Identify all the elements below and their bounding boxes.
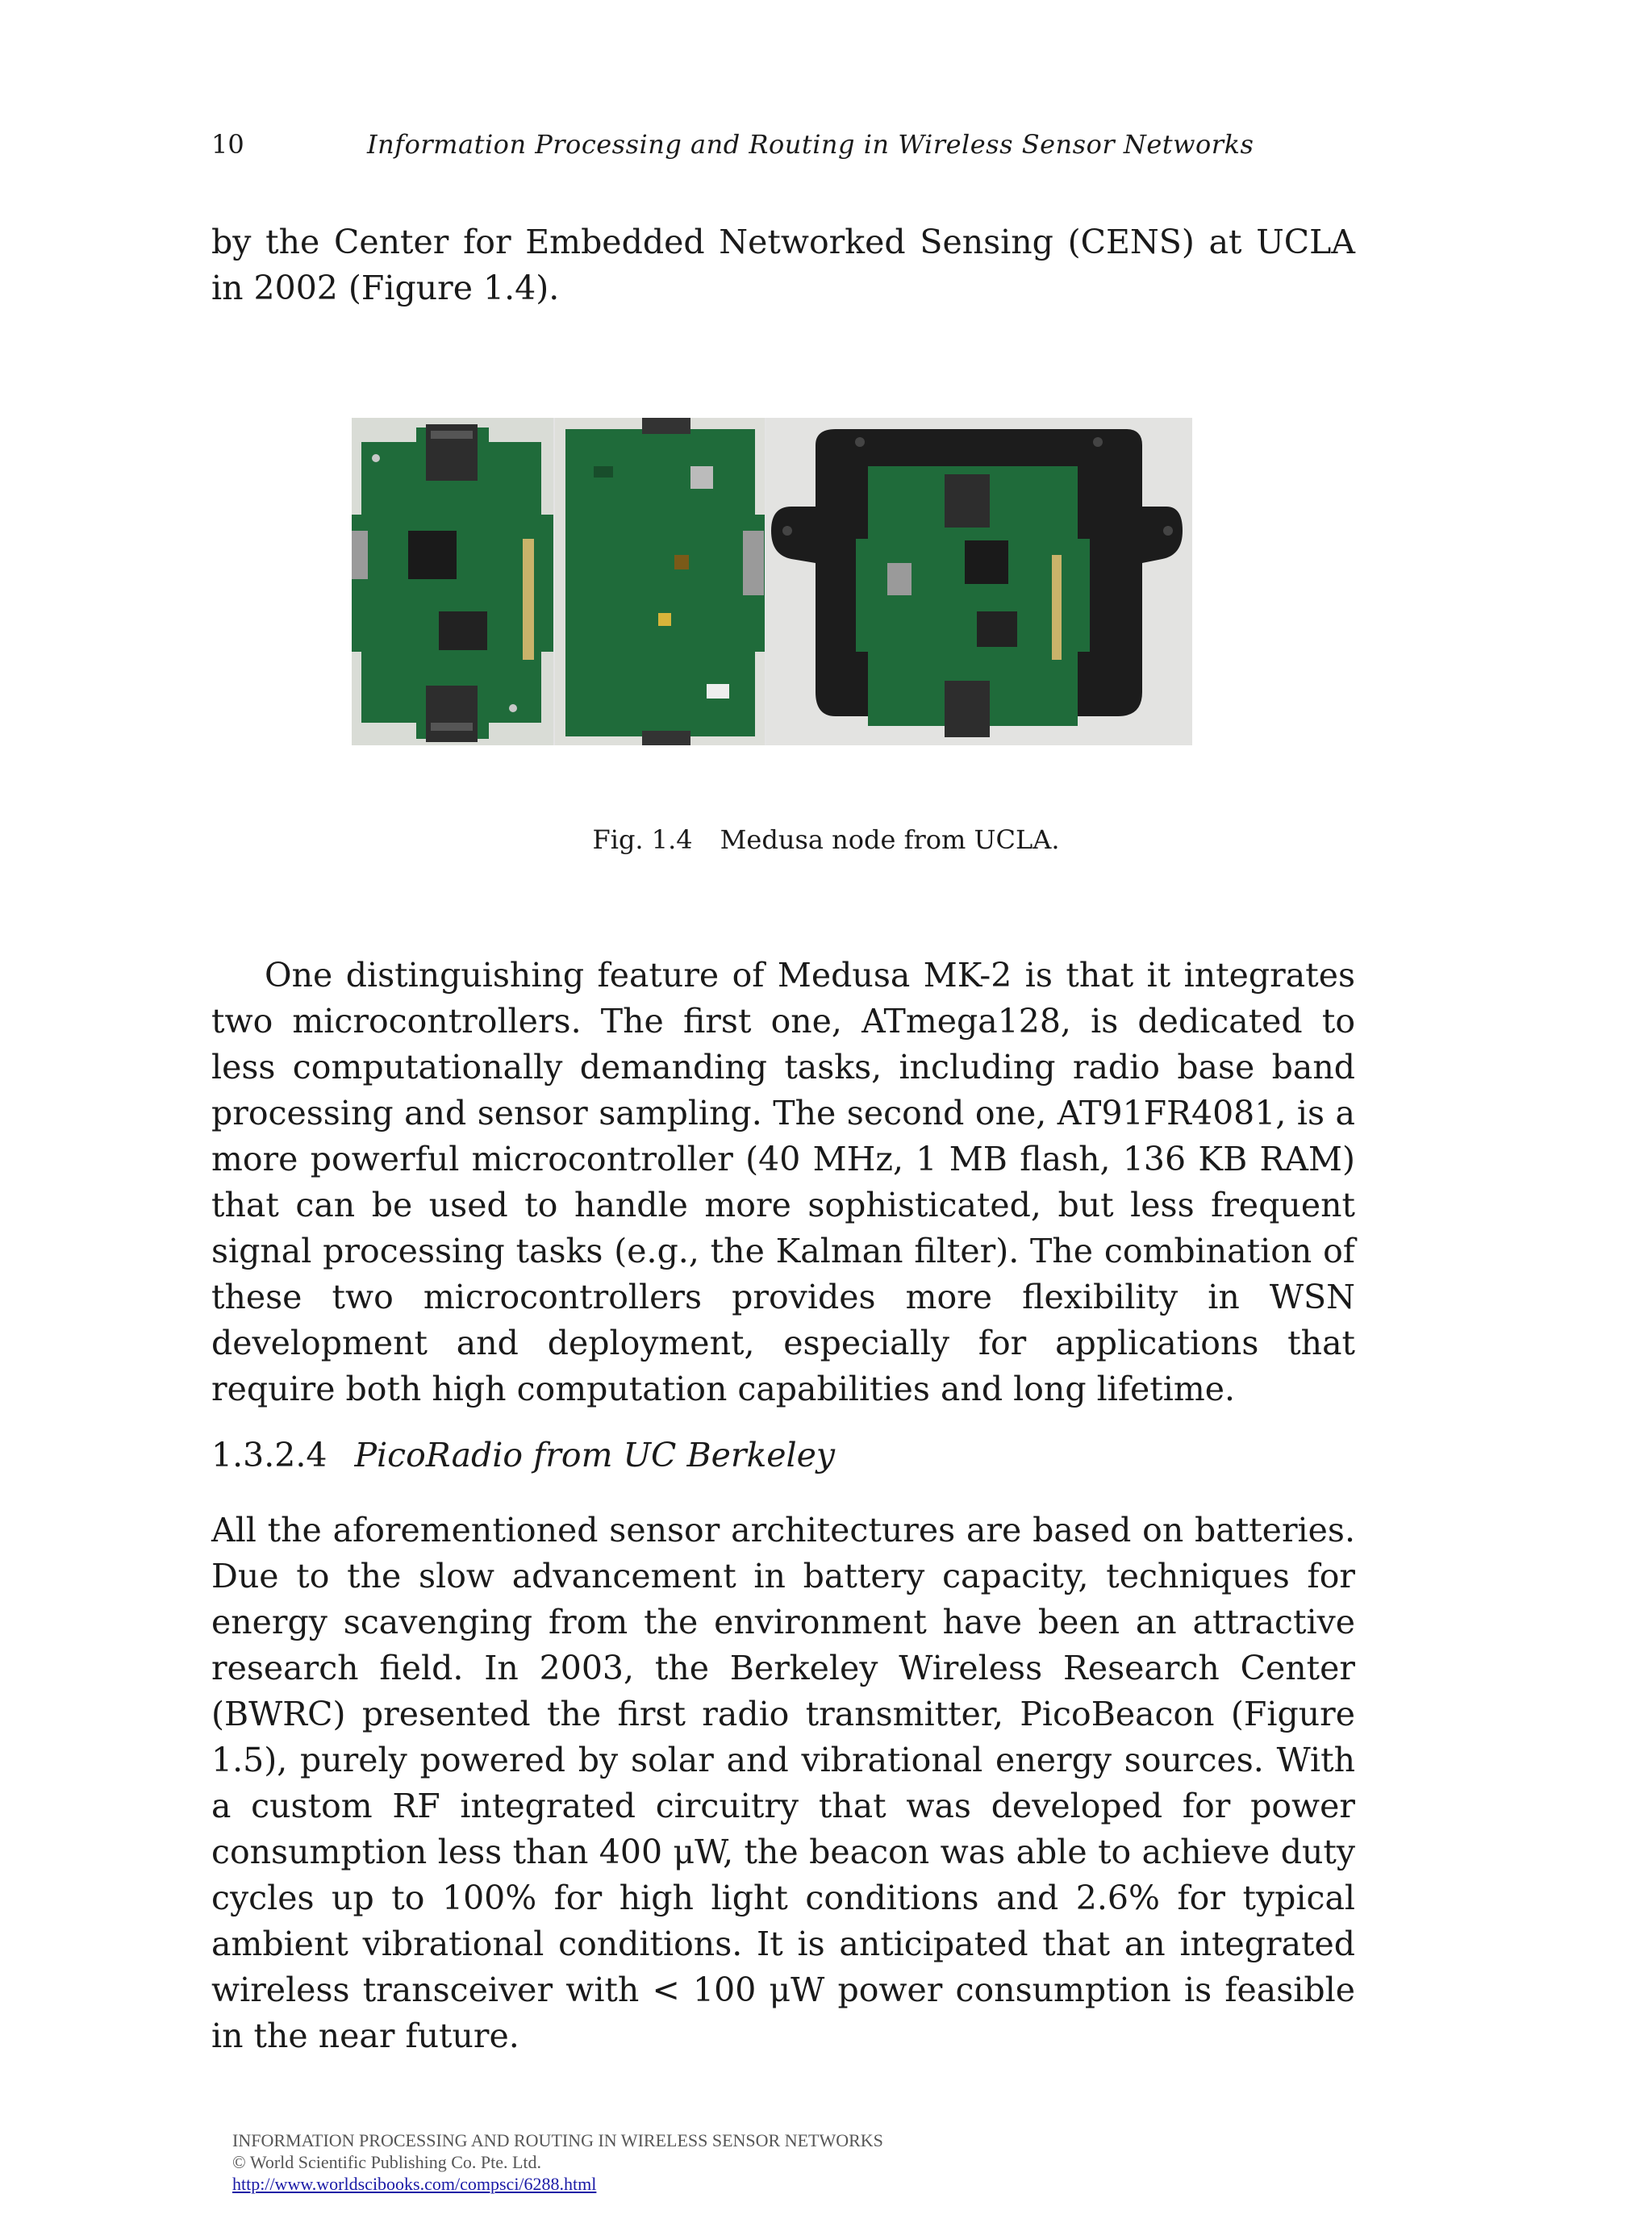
- section-heading: [211, 1433, 835, 1479]
- section-title: PicoRadio from UC Berkeley: [354, 1436, 836, 1474]
- section-number: 1.3.2.4: [211, 1436, 327, 1474]
- running-title: Information Processing and Routing in Wireless Sensor Networks: [367, 129, 1254, 160]
- medusa-board-back: [555, 418, 765, 745]
- footer-copyright: © World Scientific Publishing Co. Pte. Ltd.: [232, 2152, 542, 2172]
- figure-caption-text: Medusa node from UCLA.: [720, 824, 1060, 855]
- paragraph-intro: by the Center for Embedded Networked Sensing (CENS) at UCLA in 2002 (Figure 1.4).: [211, 223, 1355, 307]
- page-number: 10: [211, 129, 244, 160]
- footer-book-title: INFORMATION PROCESSING AND ROUTING IN WIRELESS SENSOR NETWORKS: [232, 2130, 883, 2150]
- medusa-node-photo: [352, 418, 1192, 745]
- paragraph-picoradio: All the aforementioned sensor architectures are based on batteries. Due to the slow advancement in battery capacity, techniques for energy scavenging from the environment have been an attractive research field. In 2003, the Berkeley Wireless Research Center (BWRC) presented the first radio transmitter, PicoBeacon (Figure 1.5), purely powered by solar and vibrational energy sources. With a custom RF integrated circuitry that was developed for power consumption less than 400 μW, the beacon was able to achieve duty cycles up to 100% for high light conditions and 2.6% for typical ambient vibrational conditions. It is anticipated that an integrated wireless transceiver with < 100 μW power consumption is feasible in the near future.: [211, 1511, 1355, 2055]
- footer-link[interactable]: http://www.worldscibooks.com/compsci/6288.html: [232, 2174, 597, 2194]
- paragraph-medusa: One distinguishing feature of Medusa MK-2 is that it integrates two microcontrollers. The first one, ATmega128, is dedicated to less computationally demanding tasks, including radio base band processing and sensor sampling. The second one, AT91FR4081, is a more powerful microcontroller (40 MHz, 1 MB flash, 136 KB RAM) that can be used to handle more sophisticated, but less frequent signal processing tasks (e.g., the Kalman filter). The combination of these two microcontrollers provides more flexibility in WSN development and deployment, especially for applications that require both high computation capabilities and long lifetime.: [211, 956, 1355, 1408]
- medusa-board-front: [352, 418, 553, 745]
- figure-medusa-node: [352, 418, 1192, 745]
- figure-label: Fig. 1.4: [592, 824, 693, 855]
- running-header: [211, 129, 1357, 165]
- medusa-node-enclosure: [766, 418, 1192, 745]
- figure-caption: [0, 824, 1652, 855]
- page-footer: [232, 2129, 883, 2195]
